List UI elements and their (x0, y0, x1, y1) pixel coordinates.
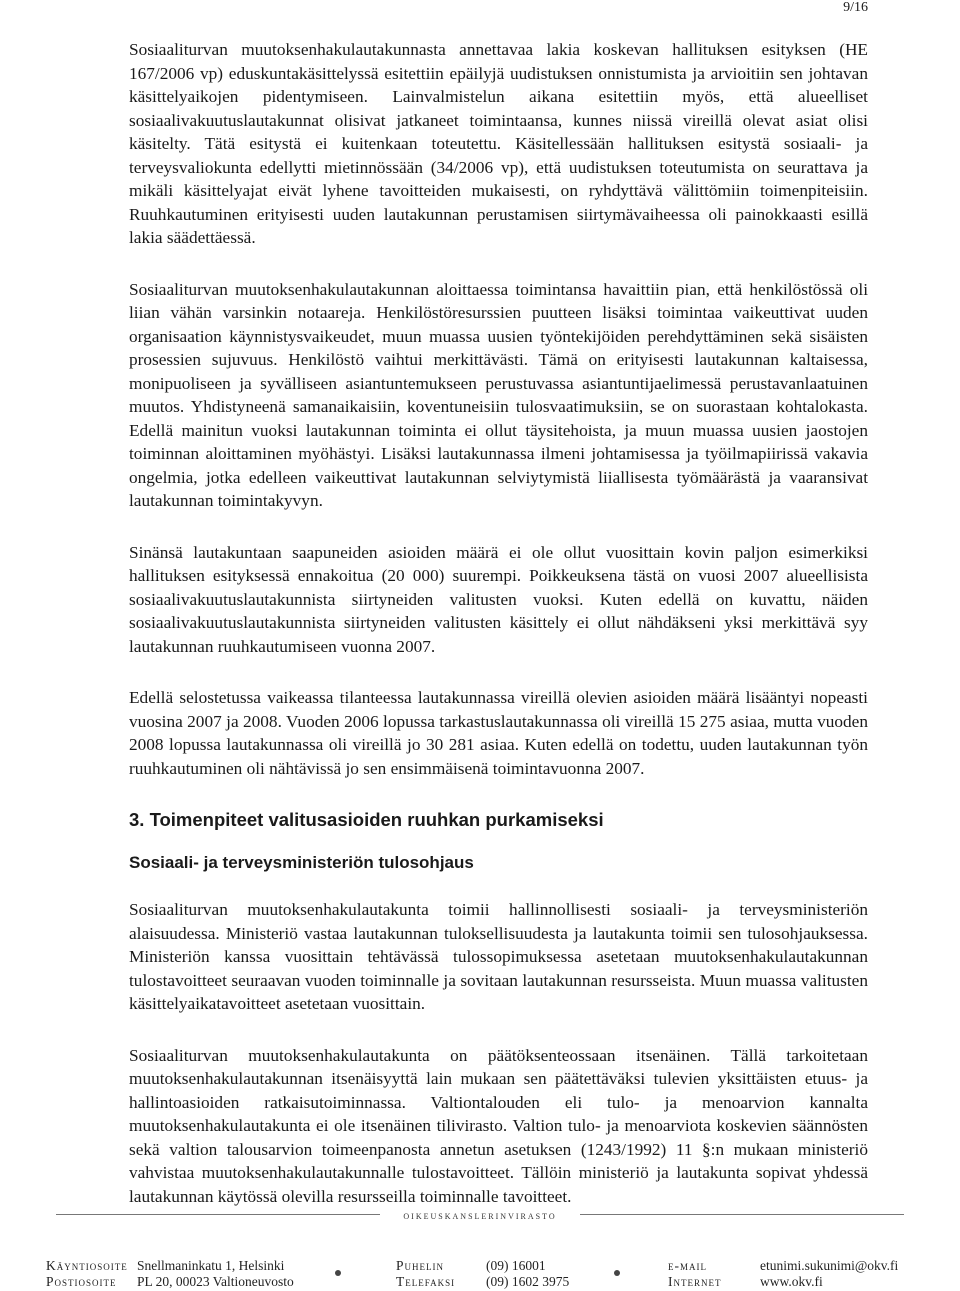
document-body (129, 38, 868, 1236)
email-value: etunimi.sukunimi@okv.fi (760, 1258, 899, 1273)
visit-address-label: Käyntiosoite (46, 1258, 128, 1273)
paragraph-2: Sosiaaliturvan muutoksenhakulautakunnan aloittaessa toimintansa havaittiin pian, että henkilöstössä oli liian vähän varsinkin notaareja. Henkilöstöresurssien puutteen lisäksi toimintaa vaikeuttivat uuden organisaation käynnistysvaikeudet, muun muassa uusien työntekijöiden perehdyttäminen sekä sisäisten prosessien sujuvuus. Henkilöstö vaihtui merkittävästi. Tämä on erityisesti lautakunnan kaltaisessa, monipuoliseen ja syvälliseen asiantuntemukseen perustuvassa asiantuntijaelimessä perustavanlaatuinen muutos. Yhdistyneenä samanaikaisiin, koventuneisiin tulosvaatimuksiin, se on suorastaan kohtalokasta. Edellä mainitun vuoksi lautakunnan toiminta ei ollut täysitehoista, ja muun muassa uusien jaostojen toiminnan aloittaminen myöhästyi. Lisäksi lautakunnassa ilmeni johtamisessa ja työilmapiirissä vakavia ongelmia, jotka edelleen vaikeuttivat lautakunnan selviytymistä liiallisesta työmäärästä ja vaaransivat lautakunnan toimintakyvyn. (129, 279, 868, 510)
bullet-dot-icon (614, 1270, 620, 1276)
subsection-heading: Sosiaali- ja terveysministeriön tulosohjaus (129, 853, 474, 872)
footer-organization: oikeuskanslerinvirasto (380, 1208, 580, 1223)
fax-label: Telefaksi (396, 1274, 456, 1289)
paragraph-1: Sosiaaliturvan muutoksenhakulautakunnasta annettavaa lakia koskevan hallituksen esityksen (HE 167/2006 vp) eduskuntakäsittelyssä esitettiin epäilyjä uudistuksen onnistumista ja arvioitiin sen johtavan käsittelyaikojen pidentymiseen. Lainvalmistelun aikana esitettiin myös, että alueelliset sosiaalivakuutuslautakunnat olisivat jatkaneet toimintaansa, kunnes niissä vireillä olevat asiat olisi käsitelty. Tätä esitystä ei kuitenkaan toteutettu. Käsitellessään hallituksen esitystä sosiaali- ja terveysvaliokunta edellytti mietinnössään (34/2006 vp), että uudistuksen toteutumista on seurattava ja mikäli käsittelyajat eivät lyhene tavoitteiden mukaisesti, on ryhdyttävä välittömiin toimenpiteisiin. Ruuhkautuminen erityisesti uuden lautakunnan perustamisen siirtymävaiheessa oli painokkaasti esillä lakia säädettäessä. (129, 40, 868, 247)
phone-label: Puhelin (396, 1258, 444, 1273)
page-number: 9/16 (843, 0, 868, 15)
internet-label: Internet (668, 1274, 722, 1289)
phone-value: (09) 16001 (486, 1258, 546, 1273)
internet-value: www.okv.fi (760, 1274, 823, 1289)
fax-value: (09) 1602 3975 (486, 1274, 570, 1289)
bullet-dot-icon (335, 1270, 341, 1276)
paragraph-4: Edellä selostetussa vaikeassa tilanteessa lautakunnassa vireillä olevien asioiden määrä lisääntyi nopeasti vuosina 2007 ja 2008. Vuoden 2006 lopussa tarkastuslautakunnassa oli vireillä 15 275 asiaa, mutta vuoden 2008 lopussa lautakunnassa oli vireillä jo 30 281 asiaa. Kuten edellä on todettu, uuden lautakunnan työn ruuhkautuminen oli nähtävissä jo sen ensimmäisenä toimintavuonna 2007. (129, 688, 868, 778)
paragraph-3: Sinänsä lautakuntaan saapuneiden asioiden määrä ei ole ollut vuosittain kovin paljon esimerkiksi hallituksen esityksessä ennakoitua (20 000) suurempi. Poikkeuksena tästä on vuosi 2007 alueellisista sosiaalivakuutuslautakunnista siirtyneiden valitusten vuoksi. Kuten edellä on kuvattu, näiden sosiaalivakuutuslautakunnista siirtyneiden valitusten käsittely ei ollut nähdäkseni yksi merkittävä syy lautakunnan ruuhkautumiseen vuonna 2007. (129, 542, 868, 656)
email-label: e-mail (668, 1258, 707, 1273)
paragraph-5: Sosiaaliturvan muutoksenhakulautakunta toimii hallinnollisesti sosiaali- ja terveysministeriön alaisuudessa. Ministeriö vastaa lautakunnan tuloksellisuudesta ja lautakunta toimii sen tulosohjauksessa. Ministeriön kanssa vuosittain tehtävässä tulossopimuksessa asetetaan muutoksenhakulautakunnan tulostavoitteet seuraavan vuoden toiminnalle ja sovitaan lautakunnan resursseista. Muun muassa valitusten käsittelyaikatavoitteet asetetaan vuosittain. (129, 900, 868, 1013)
section-heading: 3. Toimenpiteet valitusasioiden ruuhkan purkamiseksi (129, 809, 604, 830)
page-footer (0, 1200, 960, 1291)
postal-address-label: Postiosoite (46, 1274, 117, 1289)
paragraph-6: Sosiaaliturvan muutoksenhakulautakunta on päätöksenteossaan itsenäinen. Tällä tarkoitetaan muutoksenhakulautakunnan itsenäisyyttä lain mukaan sen päätettäväksi tulevien yksittäisten etuus- ja hallintoasioiden ratkaisutoiminnassa. Valtiontalouden eli tulo- ja menoarvion kannalta muutoksenhakulautakunta ei ole itsenäinen tilivirasto. Valtion tulo- ja menoarviota koskevien säännösten sekä valtion talousarvion toimeenpanosta annetun asetuksen (1243/1992) 11 §:n mukaan ministeriö vahvistaa muutoksenhakulautakunnalle tulostavoitteet. Tällöin ministeriö ja lautakunta sopivat yhdessä lautakunnan käytössä olevilla resursseilla toiminnalle tavoitteet. (129, 1045, 868, 1206)
visit-address-value: Snellmaninkatu 1, Helsinki (137, 1258, 285, 1273)
postal-address-value: PL 20, 00023 Valtioneuvosto (137, 1274, 294, 1289)
